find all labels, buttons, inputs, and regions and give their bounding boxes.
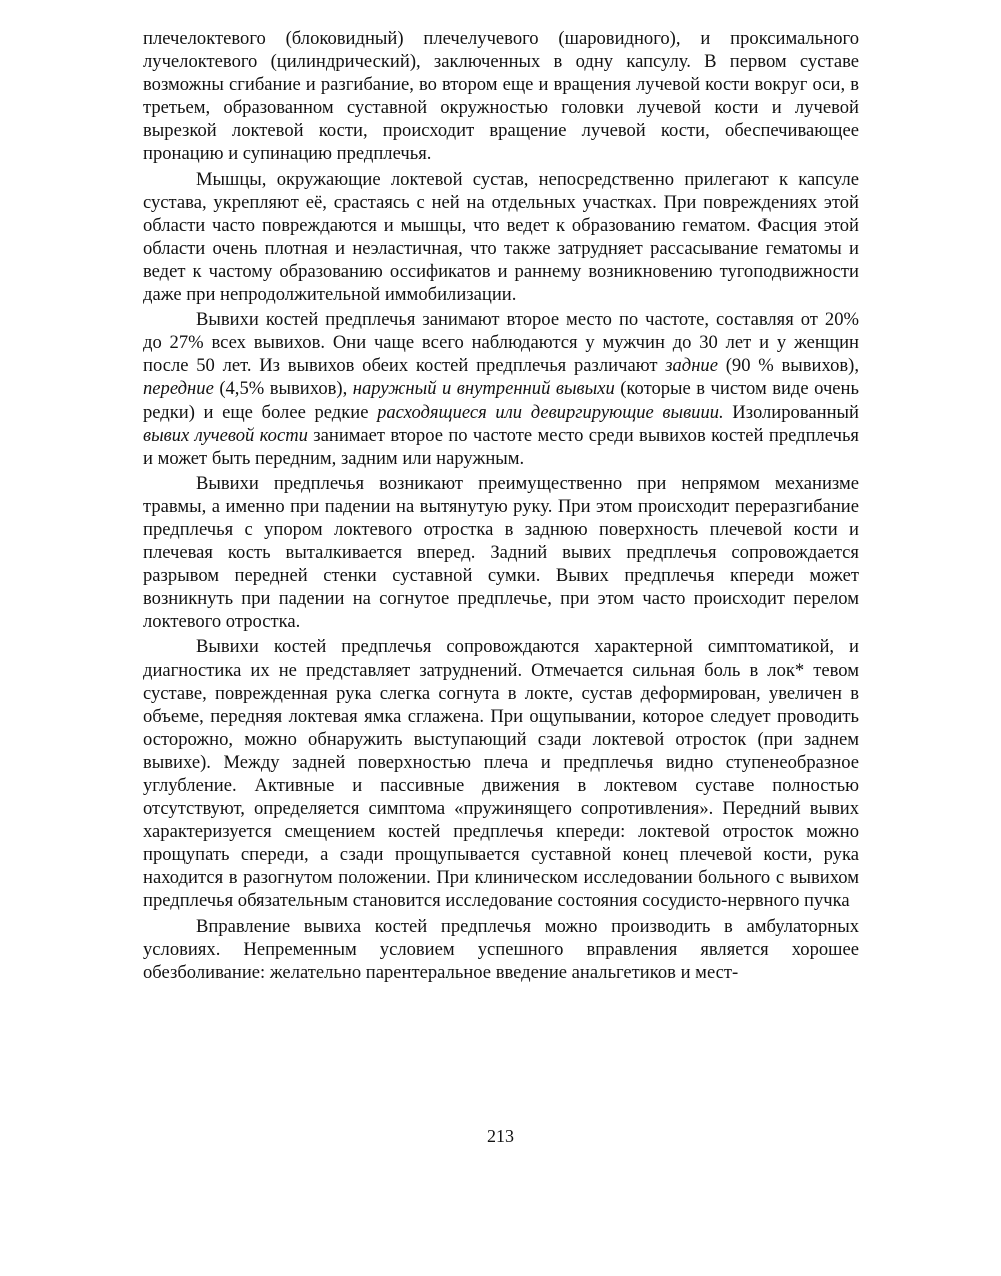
text-run: (90 % вывихов), [717, 355, 859, 377]
text-run: Изолированный [723, 401, 859, 423]
text-run: Вывихи костей предплечья занимают второе место по частоте, составляя от 20% до 27% всех вывихов. Они чаще всего наблюдаются у мужчин до 30 лет и у женщин после 50 лет. Из вывихов обеих костей предплечья различают [143, 309, 859, 377]
paragraph-4 [143, 635, 859, 912]
page-body [143, 27, 859, 984]
text-run: (4,5% вывихов), [213, 378, 353, 400]
italic-term: наружный и внутренний вывыхи [352, 378, 615, 400]
text-run: Вправление вывиха костей предплечья можно производить в амбулаторных условиях. Непременным условием успешного вправления является хорошее обезболивание: желательно парентеральное введение анальгетиков и мест- [143, 915, 859, 983]
italic-term: расходящиеся или девиргирующие вывиии. [377, 401, 724, 423]
paragraph-5 [143, 915, 859, 984]
text-run: Вывихи костей предплечья сопровождаются характерной симптоматикой, и диагностика их не представляет затруднений. Отмечается сильная боль в лок* тевом суставе, поврежденная рука слегка согнута в локте, сустав деформирован, увеличен в объеме, передняя локтевая ямка сглажена. При ощупывании, которое следует проводить осторожно, можно обнаружить выступающий сзади локтевой отросток (при заднем вывихе). Между задней поверхностью плеча и предплечья видно ступенеобразное углубление. Активные и пассивные движения в локтевом суставе полностью отсутствуют, определяется симптома «пружинящего сопротивления». Передний вывих характеризуется смещением костей предплечья кпереди: локтевой отросток можно прощупать спереди, а сзади прощупывается суставной конец плечевой кости, рука находится в разогнутом положении. При клиническом исследовании больного с вывихом предплечья обязательным становится исследование состояния сосудисто-нервного пучка [143, 636, 859, 912]
paragraph-2 [143, 308, 859, 470]
italic-term: передние [143, 378, 214, 400]
text-run: Мышцы, окружающие локтевой сустав, непосредственно прилегают к капсуле сустава, укрепляют её, срастаясь с ней на отдельных участках. При повреждениях этой области часто повреждаются и мышцы, что ведет к образованию гематом. Фасция этой области очень плотная и неэластичная, что также затрудняет рассасывание гематомы и ведет к частому образованию оссификатов и раннему возникновению тугоподвижности даже при непродолжительной иммобилизации. [143, 168, 859, 306]
paragraph-0 [143, 27, 859, 166]
paragraph-3 [143, 472, 859, 634]
text-run: Вывихи предплечья возникают преимущественно при непрямом механизме травмы, а именно при падении на вытянутую руку. При этом происходит переразгибание предплечья с упором локтевого отростка в заднюю поверхность плечевой кости и плечевая кость выталкивается вперед. Задний вывих предплечья сопровождается разрывом передней стенки суставной сумки. Вывих предплечья кпереди может возникнуть при падении на согнутое предплечье, при этом часто происходит перелом локтевого отростка. [143, 472, 859, 633]
text-run: плечелоктевого (блоковидный) плечелучевого (шаровидного), и проксимального лучелоктевого (цилиндрический), заключенных в одну капсулу. В первом суставе возможны сгибание и разгибание, во втором еще и вращения лучевой кости вокруг оси, в третьем, образованном суставной окружностью головки лучевой кости и лучевой вырезкой локтевой кости, происходит вращение лучевой кости, обеспечивающее пронацию и супинацию предплечья. [143, 28, 859, 165]
text-run: занимает второе по частоте место среди вывихов костей предплечья и может быть передним, задним или наружным. [143, 424, 859, 469]
italic-term: вывих лучевой кости [143, 424, 308, 446]
page-number: 213 [487, 1126, 514, 1146]
italic-term: задние [665, 355, 718, 377]
text-run: (которые в чистом виде очень редки) и еще более редкие [143, 378, 859, 423]
paragraph-1 [143, 168, 859, 307]
